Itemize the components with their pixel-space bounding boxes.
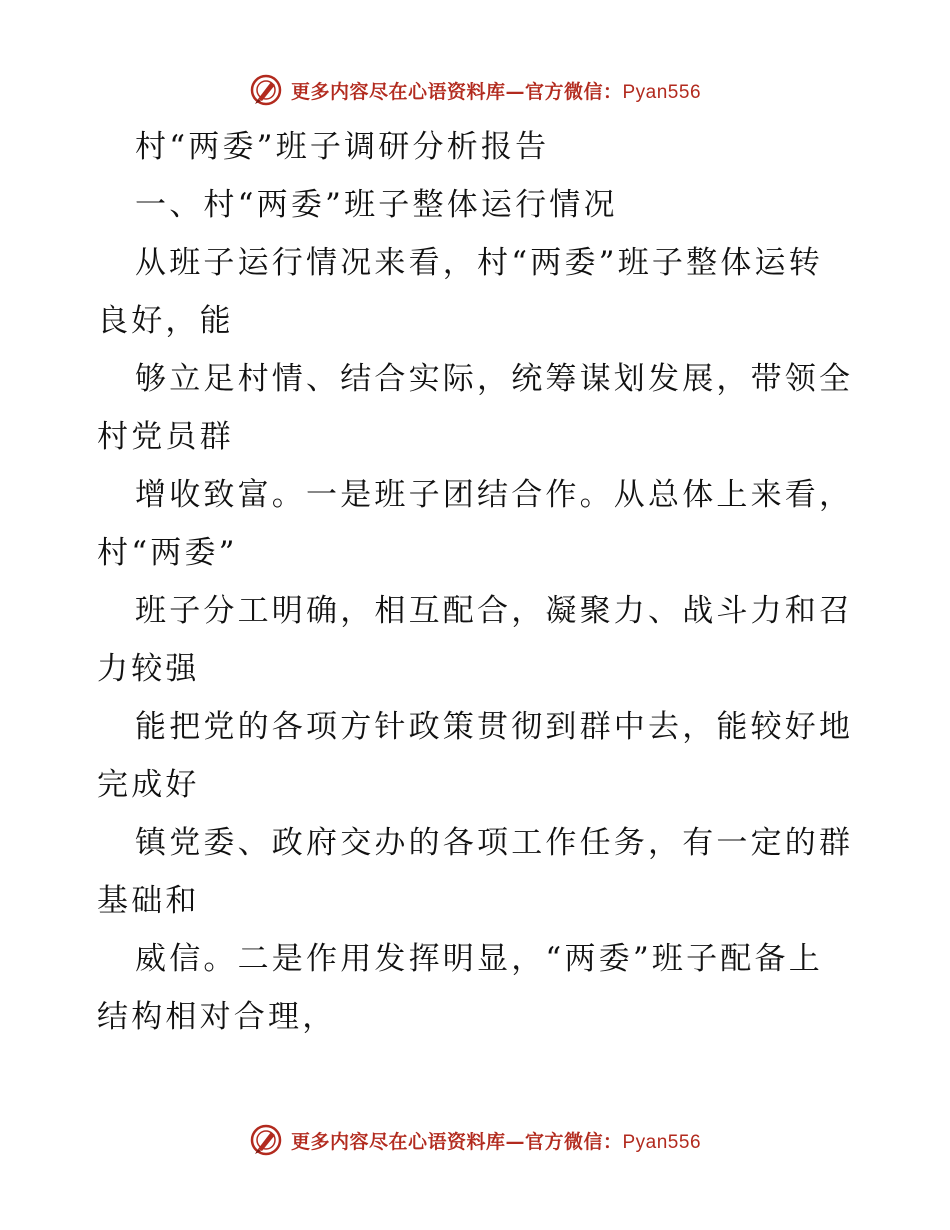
paragraph-line: 能把党的各项方针政策贯彻到群中去，能较好地 [135,709,854,745]
paragraph-line: 基础和 [97,883,200,919]
watermark-handle: Pyan556 [622,1131,702,1153]
watermark-footer [0,1120,950,1160]
paragraph-line: 力较强 [97,651,200,687]
watermark-text: 更多内容尽在心语资料库—官方微信：Pyan556 [290,1130,702,1153]
paragraph-line: 班子分工明确，相互配合，凝聚力、战斗力和召 [135,593,854,629]
paragraph-line: 完成好 [97,767,200,803]
paragraph-line: 村党员群 [97,419,234,455]
paragraph-line: 威信。二是作用发挥明显，“两委”班子配备上 [135,941,823,977]
document-title: 村“两委”班子调研分析报告 [135,129,550,165]
paragraph-line: 良好，能 [97,303,234,339]
paragraph-line: 从班子运行情况来看，村“两委”班子整体运转 [135,245,823,281]
paragraph-line: 增收致富。一是班子团结合作。从总体上来看， [135,477,854,513]
paragraph-line: 村“两委” [97,535,238,571]
quill-pen-logo-icon [249,1123,283,1157]
watermark-text: 更多内容尽在心语资料库—官方微信：Pyan556 [290,80,702,103]
document-body [97,118,857,1046]
watermark-handle: Pyan556 [622,81,702,103]
section-heading: 一、村“两委”班子整体运行情况 [135,187,618,223]
paragraph-line: 镇党委、政府交办的各项工作任务，有一定的群 [135,825,854,861]
paragraph-line: 结构相对合理， [97,999,337,1035]
watermark-header [0,70,950,110]
paragraph-line: 够立足村情、结合实际，统筹谋划发展，带领全 [135,361,854,397]
quill-pen-logo-icon [249,73,283,107]
